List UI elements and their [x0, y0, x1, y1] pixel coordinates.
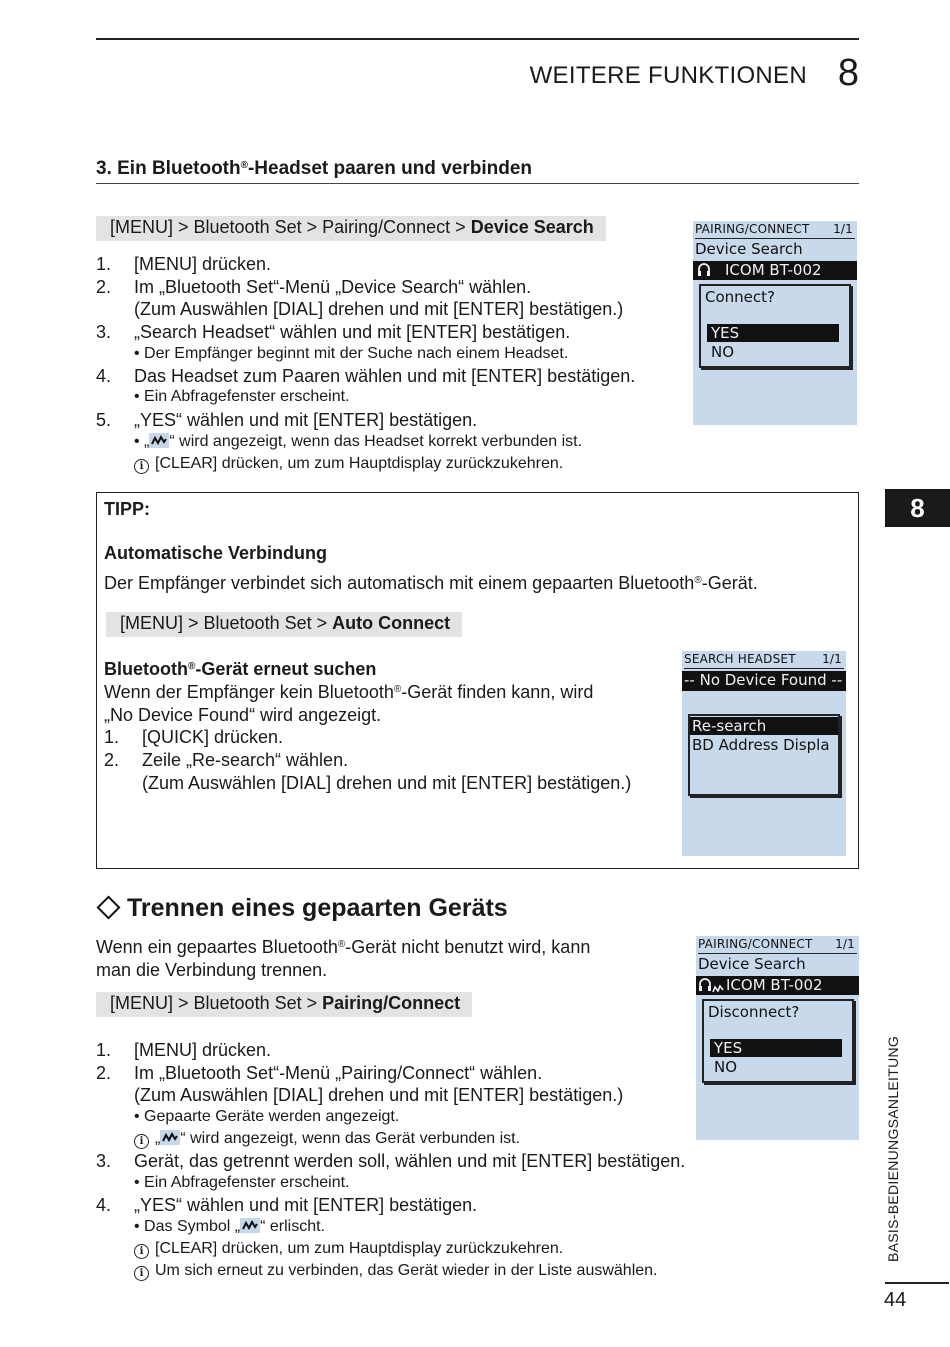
menu-path-bold: Device Search: [470, 217, 594, 237]
lcd-page: 1/1: [833, 222, 853, 236]
lcd-option-no: NO: [714, 1058, 738, 1076]
note-text: “ erlischt.: [260, 1218, 325, 1235]
tip-auto-title: Automatische Verbindung: [104, 543, 328, 563]
tip-label: TIPP:: [104, 499, 151, 519]
step-text: Zeile „Re-search“ wählen.: [142, 750, 349, 770]
disconnect-intro-2: man die Verbindung trennen.: [96, 960, 328, 980]
disconnect-intro-1: [96, 937, 590, 958]
note-text: “ wird angezeigt, wenn das Headset korrekt verbunden ist.: [169, 433, 583, 450]
tip-research-line-2: „No Device Found“ wird angezeigt.: [104, 705, 382, 725]
note-text: [CLEAR] drücken, um zum Hauptdisplay zurückzukehren.: [155, 1240, 564, 1257]
lcd-device-name: ICOM BT-002: [726, 976, 823, 994]
tip-research-text-pre: Wenn der Empfänger kein Bluetooth: [104, 682, 394, 702]
step-number: 2.: [96, 277, 112, 297]
tip-auto-text-post: -Gerät.: [701, 573, 758, 593]
lcd-pairing-connect: [693, 221, 857, 425]
lcd-header: [684, 652, 844, 669]
step-text: [QUICK] drücken.: [142, 727, 284, 747]
menu-path-text: [MENU] > Bluetooth Set >: [120, 613, 333, 633]
step-number: 3.: [96, 322, 112, 342]
chapter-title: WEITERE FUNKTIONEN: [529, 62, 807, 89]
info-icon: i: [134, 459, 149, 474]
step-text: „Search Headset“ wählen und mit [ENTER] bestätigen.: [134, 322, 571, 342]
step-text: (Zum Auswählen [DIAL] drehen und mit [ENTER] bestätigen.): [134, 299, 624, 319]
step-text: „YES“ wählen und mit [ENTER] bestätigen.: [134, 410, 478, 430]
lcd-page: 1/1: [822, 652, 842, 666]
tip-research-title-post: -Gerät erneut suchen: [195, 659, 377, 679]
registered-mark: ®: [393, 684, 402, 695]
lcd-disconnect: [696, 936, 859, 1140]
tip-auto-text-pre: Der Empfänger verbindet sich automatisch mit einem gepaarten Bluetooth: [104, 573, 695, 593]
lcd-search-headset: [682, 651, 846, 856]
step-number: 2.: [96, 1063, 112, 1083]
headset-icon: [697, 263, 711, 281]
menu-path-pairing-connect: [96, 992, 472, 1017]
step-text: Das Headset zum Paaren wählen und mit [ENTER] bestätigen.: [134, 366, 636, 386]
lcd-item-research: Re-search: [690, 717, 838, 735]
note-step-4: • Ein Abfragefenster erscheint.: [134, 388, 350, 405]
note-text: • Das Symbol „: [134, 1218, 241, 1235]
chapter-tab: 8: [885, 489, 950, 527]
manual-label: BASIS-BEDIENUNGSANLEITUNG: [885, 1035, 901, 1262]
info-icon: i: [134, 1134, 149, 1149]
bt-connected-icon: [712, 980, 724, 998]
step-number: 4.: [96, 366, 112, 386]
step-number: 1.: [96, 1040, 112, 1060]
note-d2a: • Gepaarte Geräte werden angezeigt.: [134, 1108, 400, 1125]
bt-connected-icon: [240, 1218, 260, 1233]
note-step-5a: [134, 433, 582, 451]
section-title: [96, 158, 532, 180]
lcd-option-no: NO: [711, 343, 735, 361]
tip-research-title: [104, 659, 376, 680]
note-d3: • Ein Abfragefenster erscheint.: [134, 1174, 350, 1191]
lcd-dialog-title: Disconnect?: [708, 1003, 800, 1021]
note-d2b: [134, 1130, 520, 1149]
step-text: (Zum Auswählen [DIAL] drehen und mit [ENTER] bestätigen.): [134, 1085, 624, 1105]
tip-research-text-post: -Gerät finden kann, wird: [401, 682, 594, 702]
chapter-number: 8: [837, 52, 859, 94]
bt-connected-icon: [160, 1130, 180, 1145]
registered-mark: ®: [240, 160, 248, 171]
lcd-header-title: SEARCH HEADSET: [684, 652, 796, 666]
menu-path-bold: Pairing/Connect: [322, 993, 461, 1013]
menu-path-bold: Auto Connect: [332, 613, 451, 633]
step-text: „YES“ wählen und mit [ENTER] bestätigen.: [134, 1195, 478, 1215]
lcd-option-yes: YES: [707, 324, 839, 342]
step-number: 5.: [96, 410, 112, 430]
lcd-row-device: [693, 261, 857, 280]
note-text: [CLEAR] drücken, um zum Hauptdisplay zurückzukehren.: [155, 455, 564, 472]
section-rule: [96, 183, 859, 184]
tip-auto-text: [104, 573, 758, 594]
registered-mark: ®: [187, 661, 196, 672]
lcd-device-name: ICOM BT-002: [725, 261, 822, 279]
note-text: Um sich erneut zu verbinden, das Gerät wieder in der Liste auswählen.: [155, 1262, 658, 1279]
lcd-item-bd-address: BD Address Displa: [692, 736, 830, 754]
menu-path-auto-connect: [106, 612, 462, 637]
lcd-header-title: PAIRING/CONNECT: [695, 222, 810, 236]
note-text: “ wird angezeigt, wenn das Gerät verbunden ist.: [180, 1130, 521, 1147]
tip-research-line-1: [104, 682, 593, 703]
lcd-page: 1/1: [835, 937, 855, 951]
lcd-dialog-connect: [699, 284, 851, 368]
section-title-post: -Headset paaren und verbinden: [247, 158, 532, 179]
section-title-pre: 3. Ein Bluetooth: [96, 158, 241, 179]
lcd-option-yes: YES: [710, 1039, 842, 1057]
bt-connected-icon: [149, 433, 169, 448]
step-text: [MENU] drücken.: [134, 254, 272, 274]
note-d4b: [134, 1240, 563, 1259]
info-icon: i: [134, 1266, 149, 1281]
lcd-header: [698, 937, 857, 954]
lcd-quick-menu: [688, 714, 840, 796]
note-text: „: [155, 1130, 161, 1147]
note-d4a: [134, 1218, 325, 1236]
step-number: 1.: [104, 727, 120, 747]
menu-path-device-search: [96, 216, 606, 241]
diamond-icon: [96, 896, 120, 920]
step-text: (Zum Auswählen [DIAL] drehen und mit [ENTER] bestätigen.): [142, 773, 632, 793]
intro-text-post: -Gerät nicht benutzt wird, kann: [345, 937, 591, 957]
registered-mark: ®: [694, 575, 702, 586]
step-number: 2.: [104, 750, 120, 770]
step-number: 4.: [96, 1195, 112, 1215]
step-number: 1.: [96, 254, 112, 274]
note-d4c: [134, 1262, 657, 1281]
registered-mark: ®: [337, 939, 346, 950]
lcd-header: [695, 222, 855, 239]
lcd-dialog-title: Connect?: [705, 288, 775, 306]
note-text: • „: [134, 433, 150, 450]
step-text: Im „Bluetooth Set“-Menü „Pairing/Connect“ wählen.: [134, 1063, 543, 1083]
lcd-header-title: PAIRING/CONNECT: [698, 937, 813, 951]
note-step-3: • Der Empfänger beginnt mit der Suche nach einem Headset.: [134, 345, 569, 362]
note-step-5b: [134, 455, 563, 474]
headset-icon: [698, 978, 712, 996]
lcd-row-device-search: Device Search: [698, 955, 806, 973]
disconnect-title-text: Trennen eines gepaarten Geräts: [127, 894, 508, 922]
lcd-no-device-found: -- No Device Found --: [682, 671, 846, 691]
menu-path-text: [MENU] > Bluetooth Set > Pairing/Connect >: [110, 217, 471, 237]
step-text: Im „Bluetooth Set“-Menü „Device Search“ wählen.: [134, 277, 532, 297]
top-rule: [96, 38, 859, 40]
info-icon: i: [134, 1244, 149, 1259]
step-text: [MENU] drücken.: [134, 1040, 272, 1060]
footer-rule: [885, 1282, 949, 1284]
lcd-dialog-disconnect: [702, 999, 854, 1083]
intro-text-pre: Wenn ein gepaartes Bluetooth: [96, 937, 338, 957]
page-number: 44: [884, 1289, 907, 1311]
disconnect-title: [96, 894, 508, 923]
tip-research-title-pre: Bluetooth: [104, 659, 188, 679]
lcd-row-device-search: Device Search: [695, 240, 803, 258]
step-number: 3.: [96, 1151, 112, 1171]
menu-path-text: [MENU] > Bluetooth Set >: [110, 993, 323, 1013]
step-text: Gerät, das getrennt werden soll, wählen und mit [ENTER] bestätigen.: [134, 1151, 686, 1171]
lcd-row-device: [696, 976, 859, 995]
